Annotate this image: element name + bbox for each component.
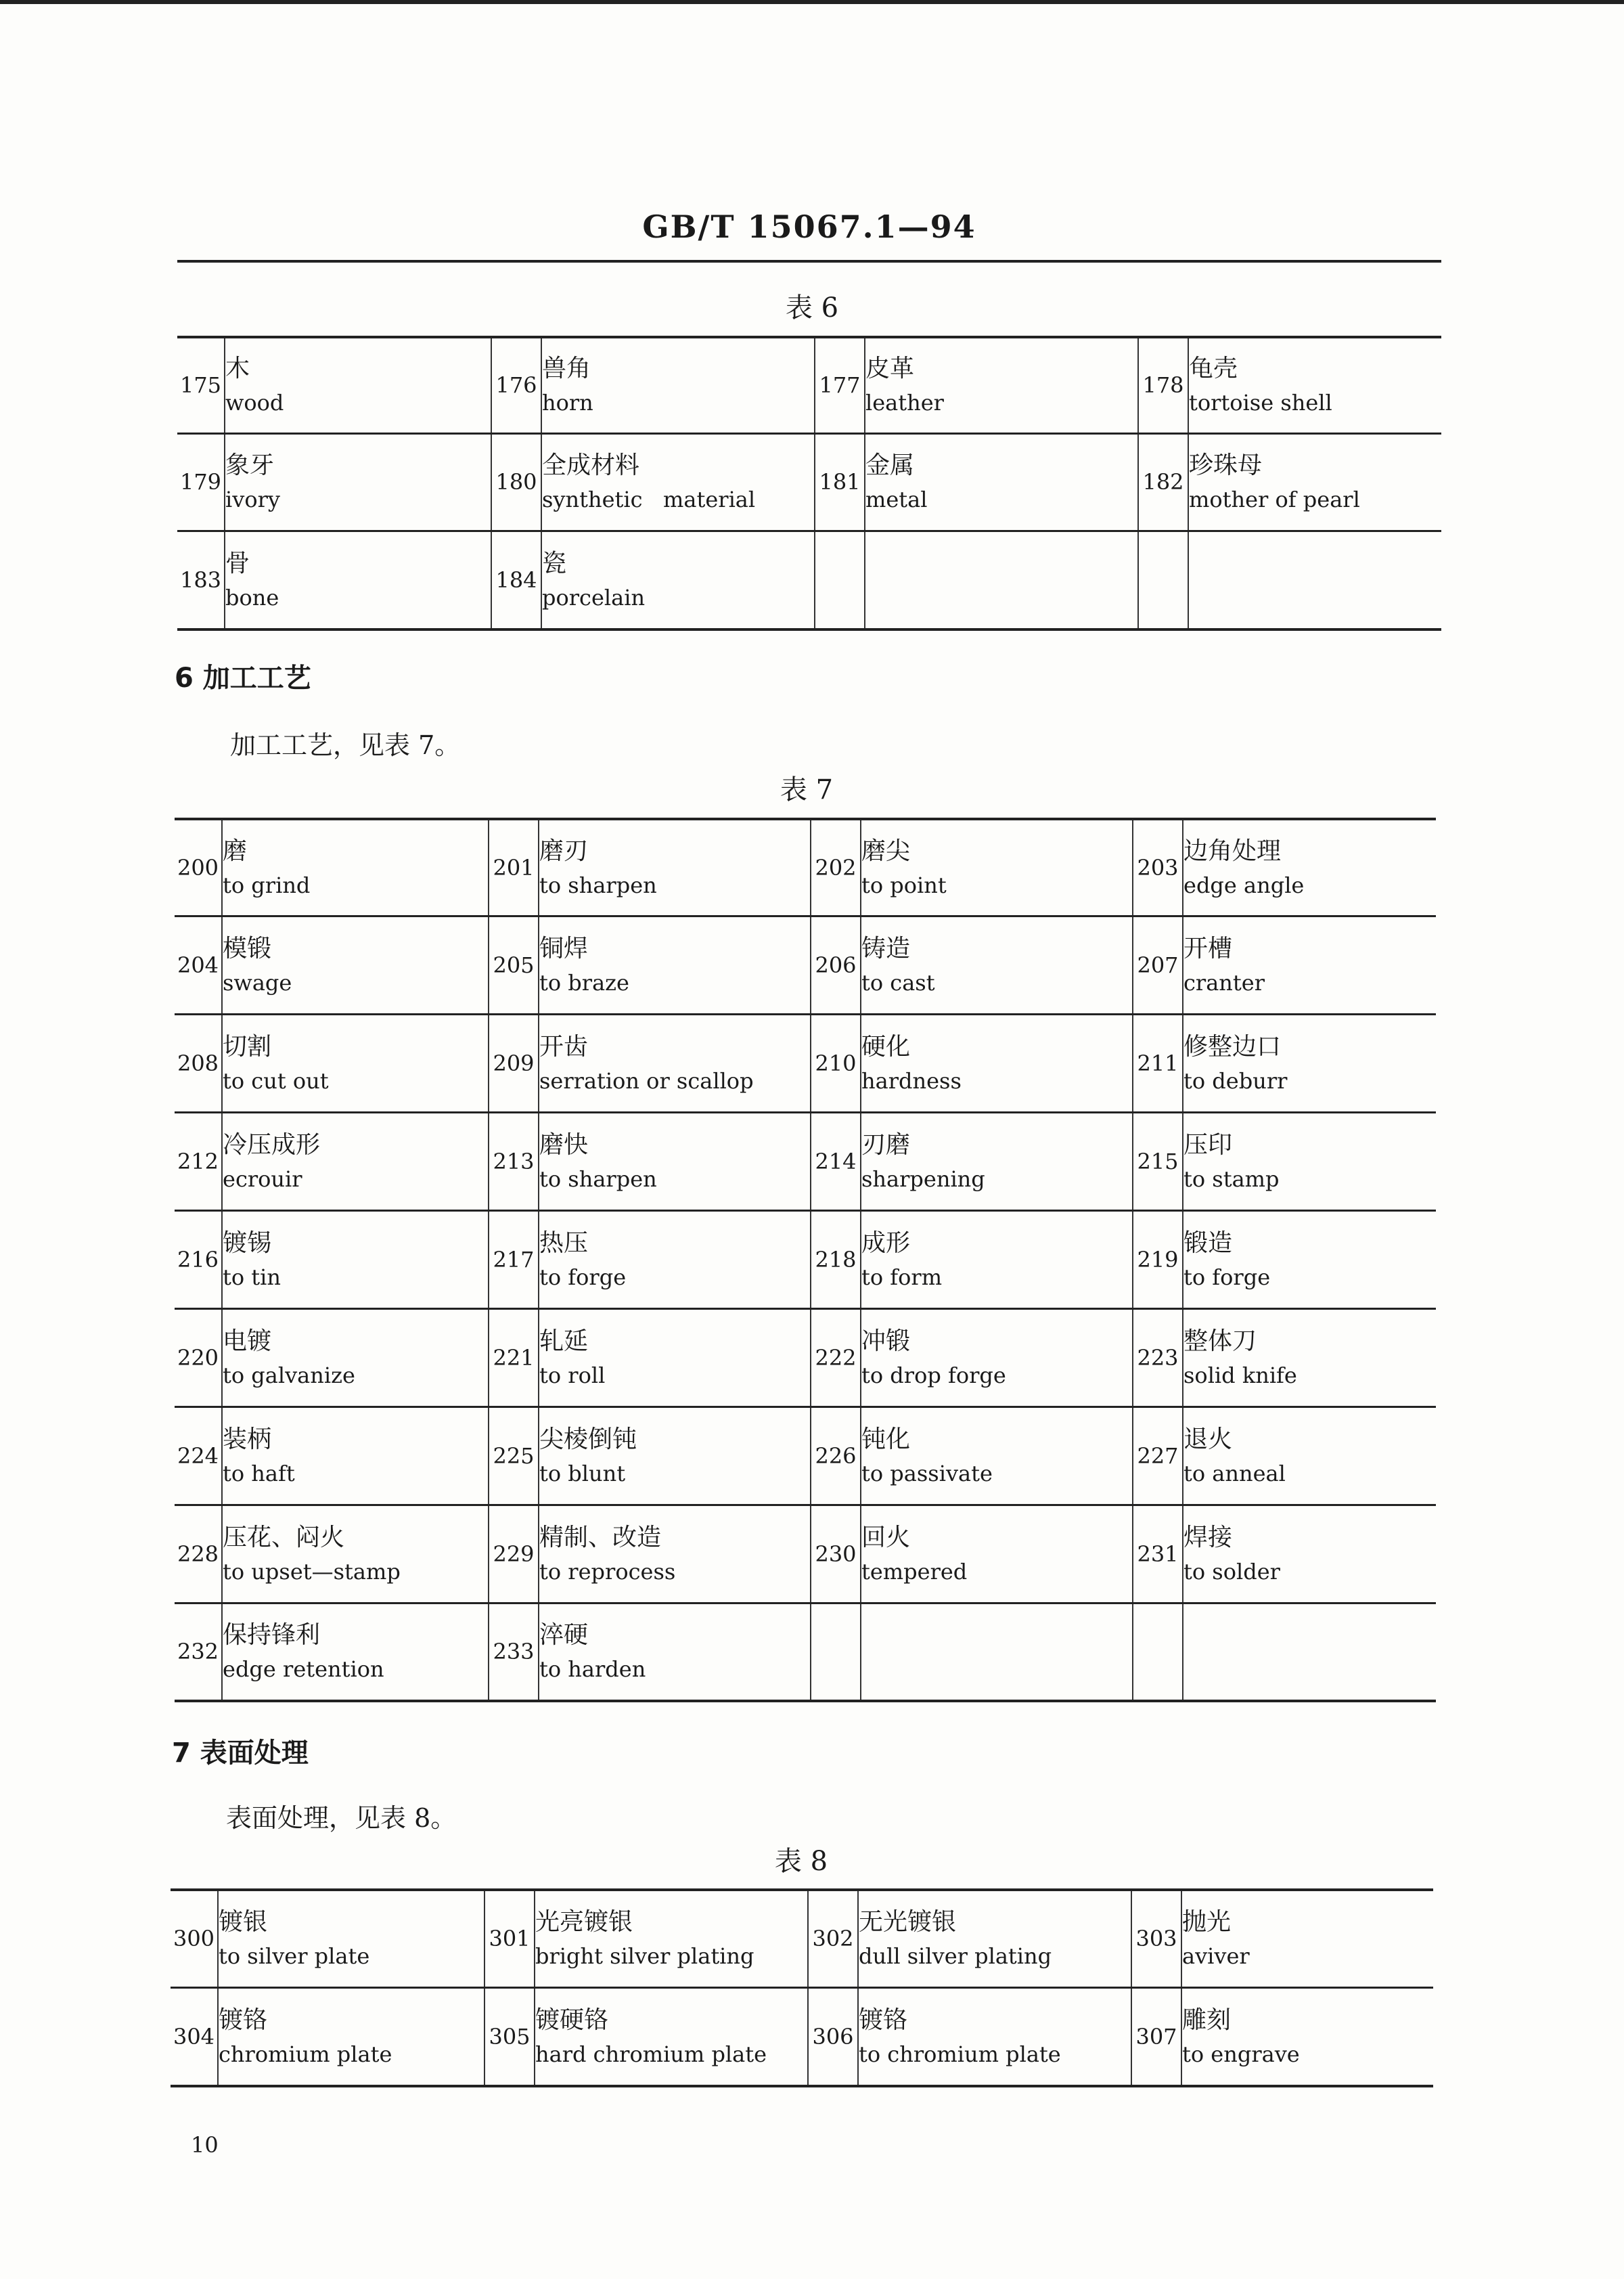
term-zh: 磨尖 <box>861 837 911 865</box>
term-en: to reprocess <box>539 1558 676 1585</box>
term-zh: 锻造 <box>1183 1229 1233 1257</box>
term-en: to solder <box>1183 1558 1280 1585</box>
term-code: 223 <box>1133 1308 1183 1407</box>
table-row <box>175 1505 1436 1603</box>
term-en: to harden <box>539 1656 646 1683</box>
term-zh: 木 <box>225 355 250 383</box>
term-en: to forge <box>539 1264 627 1290</box>
term-code: 175 <box>179 372 222 399</box>
term-zh: 冷压成形 <box>223 1130 321 1159</box>
term-code: 215 <box>1133 1112 1183 1210</box>
term-zh: 切割 <box>223 1032 272 1061</box>
table-row <box>175 819 1436 916</box>
term-zh: 铜焊 <box>539 934 589 963</box>
term-en: cranter <box>1183 969 1265 996</box>
term-cell <box>1183 1505 1436 1603</box>
term-en: ivory <box>225 487 280 512</box>
table-row <box>177 433 1441 531</box>
term-code: 231 <box>1133 1505 1183 1603</box>
term-code: 207 <box>1133 916 1183 1014</box>
term-cell <box>1181 1890 1433 1987</box>
term-cell <box>858 1987 1131 2086</box>
table-row <box>177 531 1441 629</box>
term-en: to engrave <box>1182 2041 1300 2067</box>
header-rule <box>177 260 1441 263</box>
term-code: 182 <box>1138 433 1188 531</box>
term-code: 224 <box>177 1442 219 1469</box>
term-en: hardness <box>861 1067 962 1094</box>
term-en: bright silver plating <box>535 1943 754 1970</box>
term-code <box>815 531 865 629</box>
term-code: 226 <box>811 1407 861 1505</box>
section-6-title: 6 加工工艺 <box>175 663 311 694</box>
term-zh: 镀锡 <box>223 1229 272 1257</box>
term-en: aviver <box>1182 1943 1250 1970</box>
term-zh: 珍珠母 <box>1189 451 1263 479</box>
term-code <box>1138 531 1188 629</box>
term-code: 225 <box>489 1407 539 1505</box>
term-en: to galvanize <box>223 1362 355 1388</box>
term-code: 209 <box>489 1014 539 1112</box>
table-row <box>175 1210 1436 1308</box>
term-cell <box>539 1210 811 1308</box>
term-en: to form <box>861 1264 943 1290</box>
term-en: to passivate <box>861 1460 993 1486</box>
term-code: 203 <box>1133 819 1183 916</box>
term-cell <box>1188 531 1441 629</box>
term-cell <box>861 1603 1133 1701</box>
term-cell <box>861 1308 1133 1407</box>
term-cell <box>1183 916 1436 1014</box>
term-en: porcelain <box>542 584 646 611</box>
term-code: 221 <box>489 1308 539 1407</box>
term-code: 232 <box>177 1639 219 1665</box>
term-code: 307 <box>1131 1987 1181 2086</box>
table-row <box>175 1014 1436 1112</box>
term-en: to cast <box>861 969 935 996</box>
table-row <box>175 1603 1436 1701</box>
table-7-caption: 表 7 <box>780 774 834 805</box>
term-en: to chromium plate <box>859 2041 1061 2067</box>
table-8 <box>171 1888 1433 2087</box>
term-zh: 淬硬 <box>539 1621 589 1650</box>
term-en: to deburr <box>1183 1067 1288 1094</box>
table-6 <box>177 336 1441 631</box>
top-border-line <box>0 0 1624 4</box>
section-7-text: 表面处理，见表 8。 <box>226 1803 457 1833</box>
term-cell <box>539 1603 811 1701</box>
term-cell <box>861 916 1133 1014</box>
term-en: to tin <box>223 1264 281 1290</box>
term-zh: 冲锻 <box>861 1327 911 1355</box>
term-zh: 成形 <box>861 1229 911 1257</box>
term-zh: 电镀 <box>223 1327 272 1355</box>
term-cell <box>1183 1014 1436 1112</box>
term-cell <box>225 531 491 629</box>
term-en: wood <box>225 390 284 416</box>
term-en: tortoise shell <box>1189 390 1332 416</box>
term-code: 212 <box>177 1148 219 1174</box>
term-cell <box>225 433 491 531</box>
term-en: solid knife <box>1183 1362 1297 1388</box>
term-code <box>1133 1603 1183 1701</box>
term-en: horn <box>542 390 593 416</box>
term-code: 184 <box>491 531 541 629</box>
term-zh: 修整边口 <box>1183 1032 1282 1061</box>
term-zh: 精制、改造 <box>539 1523 662 1551</box>
table-row <box>171 1890 1433 1987</box>
term-zh: 硬化 <box>861 1032 911 1061</box>
term-zh: 抛光 <box>1182 1908 1232 1937</box>
term-cell <box>222 1603 489 1701</box>
term-zh: 整体刀 <box>1183 1327 1257 1355</box>
term-code: 304 <box>173 2023 215 2050</box>
term-code: 217 <box>489 1210 539 1308</box>
term-zh: 镀铬 <box>859 2006 908 2034</box>
term-en: mother of pearl <box>1189 487 1360 512</box>
term-cell <box>1183 1210 1436 1308</box>
term-cell <box>1183 819 1436 916</box>
term-code: 206 <box>811 916 861 1014</box>
section-7-title: 7 表面处理 <box>172 1738 309 1769</box>
term-en: serration or scallop <box>539 1067 754 1094</box>
term-zh: 装柄 <box>223 1425 272 1453</box>
term-cell <box>539 1505 811 1603</box>
term-en: metal <box>865 487 928 512</box>
page-number: 10 <box>191 2132 219 2158</box>
term-code: 202 <box>811 819 861 916</box>
term-code: 179 <box>179 469 222 495</box>
table-row <box>177 337 1441 433</box>
term-zh: 模锻 <box>223 934 272 963</box>
term-code: 233 <box>489 1603 539 1701</box>
term-cell <box>1181 1987 1433 2086</box>
term-en: to forge <box>1183 1264 1271 1290</box>
term-cell <box>541 337 815 433</box>
term-en: to point <box>861 872 947 898</box>
term-code: 211 <box>1133 1014 1183 1112</box>
term-cell <box>535 1890 808 1987</box>
term-code: 305 <box>484 1987 535 2086</box>
term-cell <box>222 1505 489 1603</box>
term-cell <box>541 433 815 531</box>
term-code: 181 <box>815 433 865 531</box>
term-zh: 雕刻 <box>1182 2006 1232 2034</box>
term-cell <box>539 1112 811 1210</box>
table-row <box>175 1407 1436 1505</box>
term-cell <box>218 1987 484 2086</box>
term-en: to stamp <box>1183 1166 1280 1192</box>
term-cell <box>541 531 815 629</box>
term-en: ecrouir <box>223 1166 302 1192</box>
term-code: 220 <box>177 1344 219 1371</box>
term-en: to haft <box>223 1460 295 1486</box>
term-zh: 轧延 <box>539 1327 589 1355</box>
term-cell <box>539 1407 811 1505</box>
term-zh: 钝化 <box>861 1425 911 1453</box>
term-zh: 全成材料 <box>542 451 640 479</box>
term-zh: 骨 <box>225 549 250 577</box>
table-6-caption: 表 6 <box>785 292 839 324</box>
term-code: 216 <box>177 1246 219 1273</box>
term-zh: 镀硬铬 <box>535 2006 609 2034</box>
term-cell <box>861 1112 1133 1210</box>
term-zh: 磨刃 <box>539 837 589 865</box>
term-en: swage <box>223 969 292 996</box>
term-cell <box>222 1308 489 1407</box>
term-code: 227 <box>1133 1407 1183 1505</box>
term-zh: 热压 <box>539 1229 589 1257</box>
term-zh: 瓷 <box>542 549 567 577</box>
term-code: 229 <box>489 1505 539 1603</box>
term-zh: 开槽 <box>1183 934 1233 963</box>
term-zh: 无光镀银 <box>859 1908 957 1937</box>
term-code: 176 <box>491 337 541 433</box>
term-cell <box>1183 1308 1436 1407</box>
term-en: to roll <box>539 1362 606 1388</box>
term-en: sharpening <box>861 1166 985 1192</box>
term-zh: 镀铬 <box>219 2006 268 2034</box>
table-7 <box>175 818 1436 1702</box>
term-cell <box>539 819 811 916</box>
term-cell <box>861 1014 1133 1112</box>
term-en: hard chromium plate <box>535 2041 767 2067</box>
term-code: 303 <box>1131 1890 1181 1987</box>
term-en: to anneal <box>1183 1460 1286 1486</box>
term-zh: 回火 <box>861 1523 911 1551</box>
term-cell <box>861 1210 1133 1308</box>
term-code <box>811 1603 861 1701</box>
term-code: 177 <box>815 337 865 433</box>
term-cell <box>225 337 491 433</box>
term-cell <box>222 1210 489 1308</box>
term-zh: 象牙 <box>225 451 275 479</box>
term-code: 180 <box>491 433 541 531</box>
term-zh: 退火 <box>1183 1425 1233 1453</box>
term-cell <box>222 819 489 916</box>
term-code: 302 <box>808 1890 858 1987</box>
term-zh: 磨 <box>223 837 248 865</box>
term-en: edge retention <box>223 1656 384 1683</box>
section-6-text: 加工工艺，见表 7。 <box>230 730 461 760</box>
term-code: 230 <box>811 1505 861 1603</box>
term-en: to sharpen <box>539 1166 657 1192</box>
term-en: to silver plate <box>219 1943 370 1970</box>
term-code: 301 <box>484 1890 535 1987</box>
term-zh: 磨快 <box>539 1130 589 1159</box>
term-code: 214 <box>811 1112 861 1210</box>
table-row <box>175 1308 1436 1407</box>
term-cell <box>1183 1407 1436 1505</box>
term-en: leather <box>865 390 944 416</box>
term-en: to braze <box>539 969 629 996</box>
term-code: 306 <box>808 1987 858 2086</box>
term-en: tempered <box>861 1558 968 1585</box>
term-zh: 焊接 <box>1183 1523 1233 1551</box>
term-zh: 压印 <box>1183 1130 1233 1159</box>
term-zh: 铸造 <box>861 934 911 963</box>
term-en: to grind <box>223 872 311 898</box>
term-en: to upset—stamp <box>223 1558 401 1585</box>
term-code: 178 <box>1138 337 1188 433</box>
term-cell <box>865 531 1138 629</box>
term-cell <box>1183 1112 1436 1210</box>
table-8-caption: 表 8 <box>774 1846 828 1877</box>
term-en: to sharpen <box>539 872 657 898</box>
term-en: to blunt <box>539 1460 626 1486</box>
term-en: to drop forge <box>861 1362 1006 1388</box>
table-row <box>175 1112 1436 1210</box>
term-code: 208 <box>177 1050 219 1076</box>
term-cell <box>865 433 1138 531</box>
term-code: 204 <box>177 952 219 978</box>
term-code: 219 <box>1133 1210 1183 1308</box>
term-code: 213 <box>489 1112 539 1210</box>
term-zh: 兽角 <box>542 355 591 383</box>
term-cell <box>222 916 489 1014</box>
term-cell <box>861 1407 1133 1505</box>
term-code: 201 <box>489 819 539 916</box>
table-row <box>175 916 1436 1014</box>
term-code: 210 <box>811 1014 861 1112</box>
term-zh: 压花、闷火 <box>223 1523 345 1551</box>
term-en: edge angle <box>1183 872 1305 898</box>
term-code: 228 <box>177 1541 219 1567</box>
term-cell <box>535 1987 808 2086</box>
term-zh: 光亮镀银 <box>535 1908 633 1937</box>
term-cell <box>222 1112 489 1210</box>
term-code: 222 <box>811 1308 861 1407</box>
term-zh: 开齿 <box>539 1032 589 1061</box>
term-code: 218 <box>811 1210 861 1308</box>
term-cell <box>861 819 1133 916</box>
term-cell <box>218 1890 484 1987</box>
term-cell <box>1188 433 1441 531</box>
term-cell <box>1183 1603 1436 1701</box>
term-cell <box>861 1505 1133 1603</box>
term-cell <box>222 1014 489 1112</box>
term-cell <box>1188 337 1441 433</box>
term-code: 205 <box>489 916 539 1014</box>
term-en: dull silver plating <box>859 1943 1052 1970</box>
term-code: 300 <box>173 1926 215 1952</box>
term-code: 183 <box>179 567 222 593</box>
term-code: 200 <box>177 854 219 881</box>
term-cell <box>858 1890 1131 1987</box>
term-cell <box>539 916 811 1014</box>
term-en: to cut out <box>223 1067 329 1094</box>
term-zh: 金属 <box>865 451 915 479</box>
term-en: bone <box>225 584 279 611</box>
table-row <box>171 1987 1433 2086</box>
term-cell <box>222 1407 489 1505</box>
term-zh: 皮革 <box>865 355 915 383</box>
term-zh: 龟壳 <box>1189 355 1238 383</box>
term-en: synthetic material <box>542 487 756 512</box>
term-zh: 刃磨 <box>861 1130 911 1159</box>
term-cell <box>539 1014 811 1112</box>
standard-header: GB/T 15067.1—94 <box>642 208 976 245</box>
term-zh: 镀银 <box>219 1908 268 1937</box>
term-zh: 尖棱倒钝 <box>539 1425 637 1453</box>
term-en: chromium plate <box>219 2041 392 2067</box>
term-cell <box>539 1308 811 1407</box>
term-cell <box>865 337 1138 433</box>
term-zh: 边角处理 <box>1183 837 1282 865</box>
term-zh: 保持锋利 <box>223 1621 321 1650</box>
